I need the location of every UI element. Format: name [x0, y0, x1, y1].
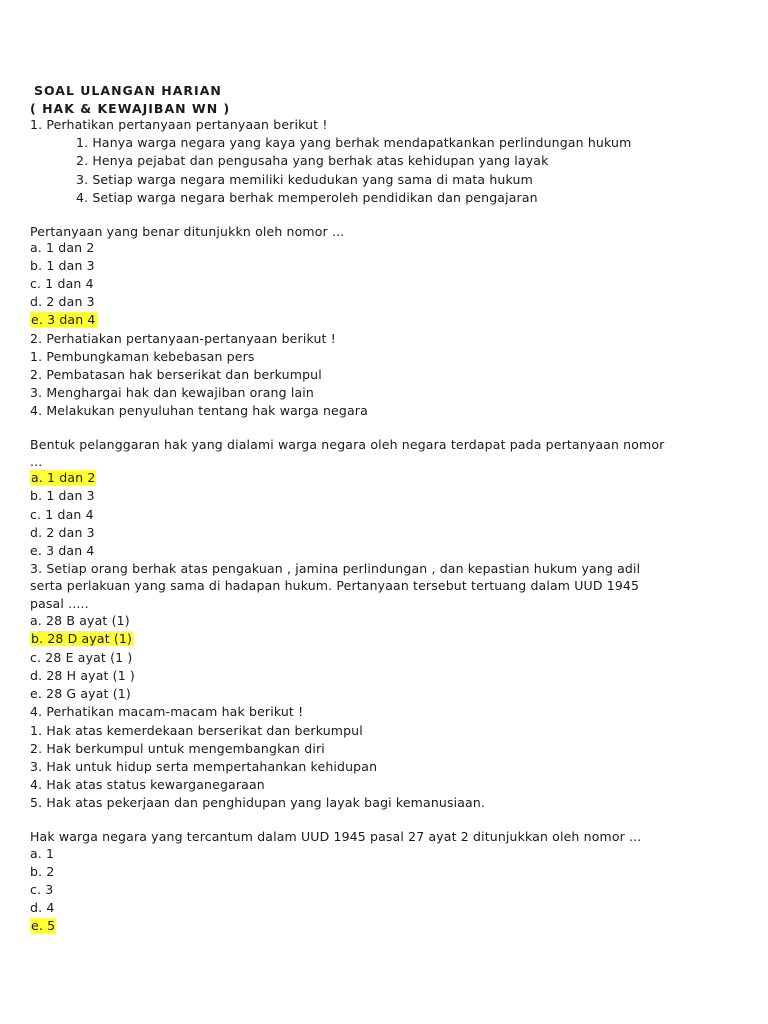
q2-option-e: e. 3 dan 4 [30, 543, 95, 558]
q4-option-e [30, 918, 56, 934]
q4-statement: 4. Hak atas status kewarganegaraan [30, 777, 265, 792]
q2-option-b: b. 1 dan 3 [30, 488, 95, 503]
q3-prompt: serta perlakuan yang sama di hadapan hukum. Pertanyaan tersebut tertuang dalam UUD 1945 [30, 578, 640, 593]
q4-statement: 2. Hak berkumpul untuk mengembangkan diri [30, 741, 325, 756]
q2-option-a [30, 470, 96, 486]
page-title: SOAL ULANGAN HARIAN [34, 83, 222, 98]
q4-prompt: 4. Perhatikan macam-macam hak berikut ! [30, 704, 304, 719]
q1-option-a: a. 1 dan 2 [30, 240, 95, 255]
q1-statement: 3. Setiap warga negara memiliki kedudukan yang sama di mata hukum [76, 172, 533, 187]
q2-statement: 3. Menghargai hak dan kewajiban orang lain [30, 385, 314, 400]
q1-prompt: 1. Perhatikan pertanyaan pertanyaan berikut ! [30, 117, 328, 132]
q3-option-e: e. 28 G ayat (1) [30, 686, 131, 701]
q4-question: Hak warga negara yang tercantum dalam UUD 1945 pasal 27 ayat 2 ditunjukkan oleh nomor ... [30, 829, 642, 844]
q1-option-e [30, 312, 97, 328]
answer-highlight: e. 3 dan 4 [31, 312, 96, 327]
q4-statement: 5. Hak atas pekerjaan dan penghidupan yang layak bagi kemanusiaan. [30, 795, 486, 810]
q4-statement: 3. Hak untuk hidup serta mempertahankan kehidupan [30, 759, 378, 774]
q1-statement: 2. Henya pejabat dan pengusaha yang berhak atas kehidupan yang layak [76, 153, 549, 168]
q3-prompt: 3. Setiap orang berhak atas pengakuan , jamina perlindungan , dan kepastian hukum yang adil [30, 561, 641, 576]
q1-option-c: c. 1 dan 4 [30, 276, 94, 291]
q1-option-d: d. 2 dan 3 [30, 294, 95, 309]
q3-option-a: a. 28 B ayat (1) [30, 613, 130, 628]
page-subtitle: ( HAK & KEWAJIBAN WN ) [30, 101, 231, 116]
q2-question-continued: ... [30, 454, 43, 469]
q2-prompt: 2. Perhatiakan pertanyaan-pertanyaan berikut ! [30, 331, 336, 346]
q3-option-d: d. 28 H ayat (1 ) [30, 668, 135, 683]
answer-highlight: a. 1 dan 2 [31, 470, 96, 485]
q2-option-d: d. 2 dan 3 [30, 525, 95, 540]
answer-highlight: e. 5 [31, 918, 56, 933]
q2-statement: 1. Pembungkaman kebebasan pers [30, 349, 255, 364]
q4-option-c: c. 3 [30, 882, 54, 897]
q2-statement: 4. Melakukan penyuluhan tentang hak warga negara [30, 403, 368, 418]
q3-option-c: c. 28 E ayat (1 ) [30, 650, 133, 665]
answer-highlight: b. 28 D ayat (1) [31, 631, 133, 646]
q2-option-c: c. 1 dan 4 [30, 507, 94, 522]
q3-prompt: pasal ..... [30, 596, 89, 611]
q4-option-a: a. 1 [30, 846, 55, 861]
q2-statement: 2. Pembatasan hak berserikat dan berkumpul [30, 367, 322, 382]
q2-question: Bentuk pelanggaran hak yang dialami warga negara oleh negara terdapat pada pertanyaan nomor [30, 437, 665, 452]
q1-statement: 4. Setiap warga negara berhak memperoleh pendidikan dan pengajaran [76, 190, 538, 205]
q4-option-d: d. 4 [30, 900, 55, 915]
q4-option-b: b. 2 [30, 864, 55, 879]
q1-option-b: b. 1 dan 3 [30, 258, 95, 273]
q4-statement: 1. Hak atas kemerdekaan berserikat dan berkumpul [30, 723, 363, 738]
q1-question: Pertanyaan yang benar ditunjukkn oleh nomor ... [30, 224, 345, 239]
q3-option-b [30, 631, 133, 647]
q1-statement: 1. Hanya warga negara yang kaya yang berhak mendapatkankan perlindungan hukum [76, 135, 632, 150]
